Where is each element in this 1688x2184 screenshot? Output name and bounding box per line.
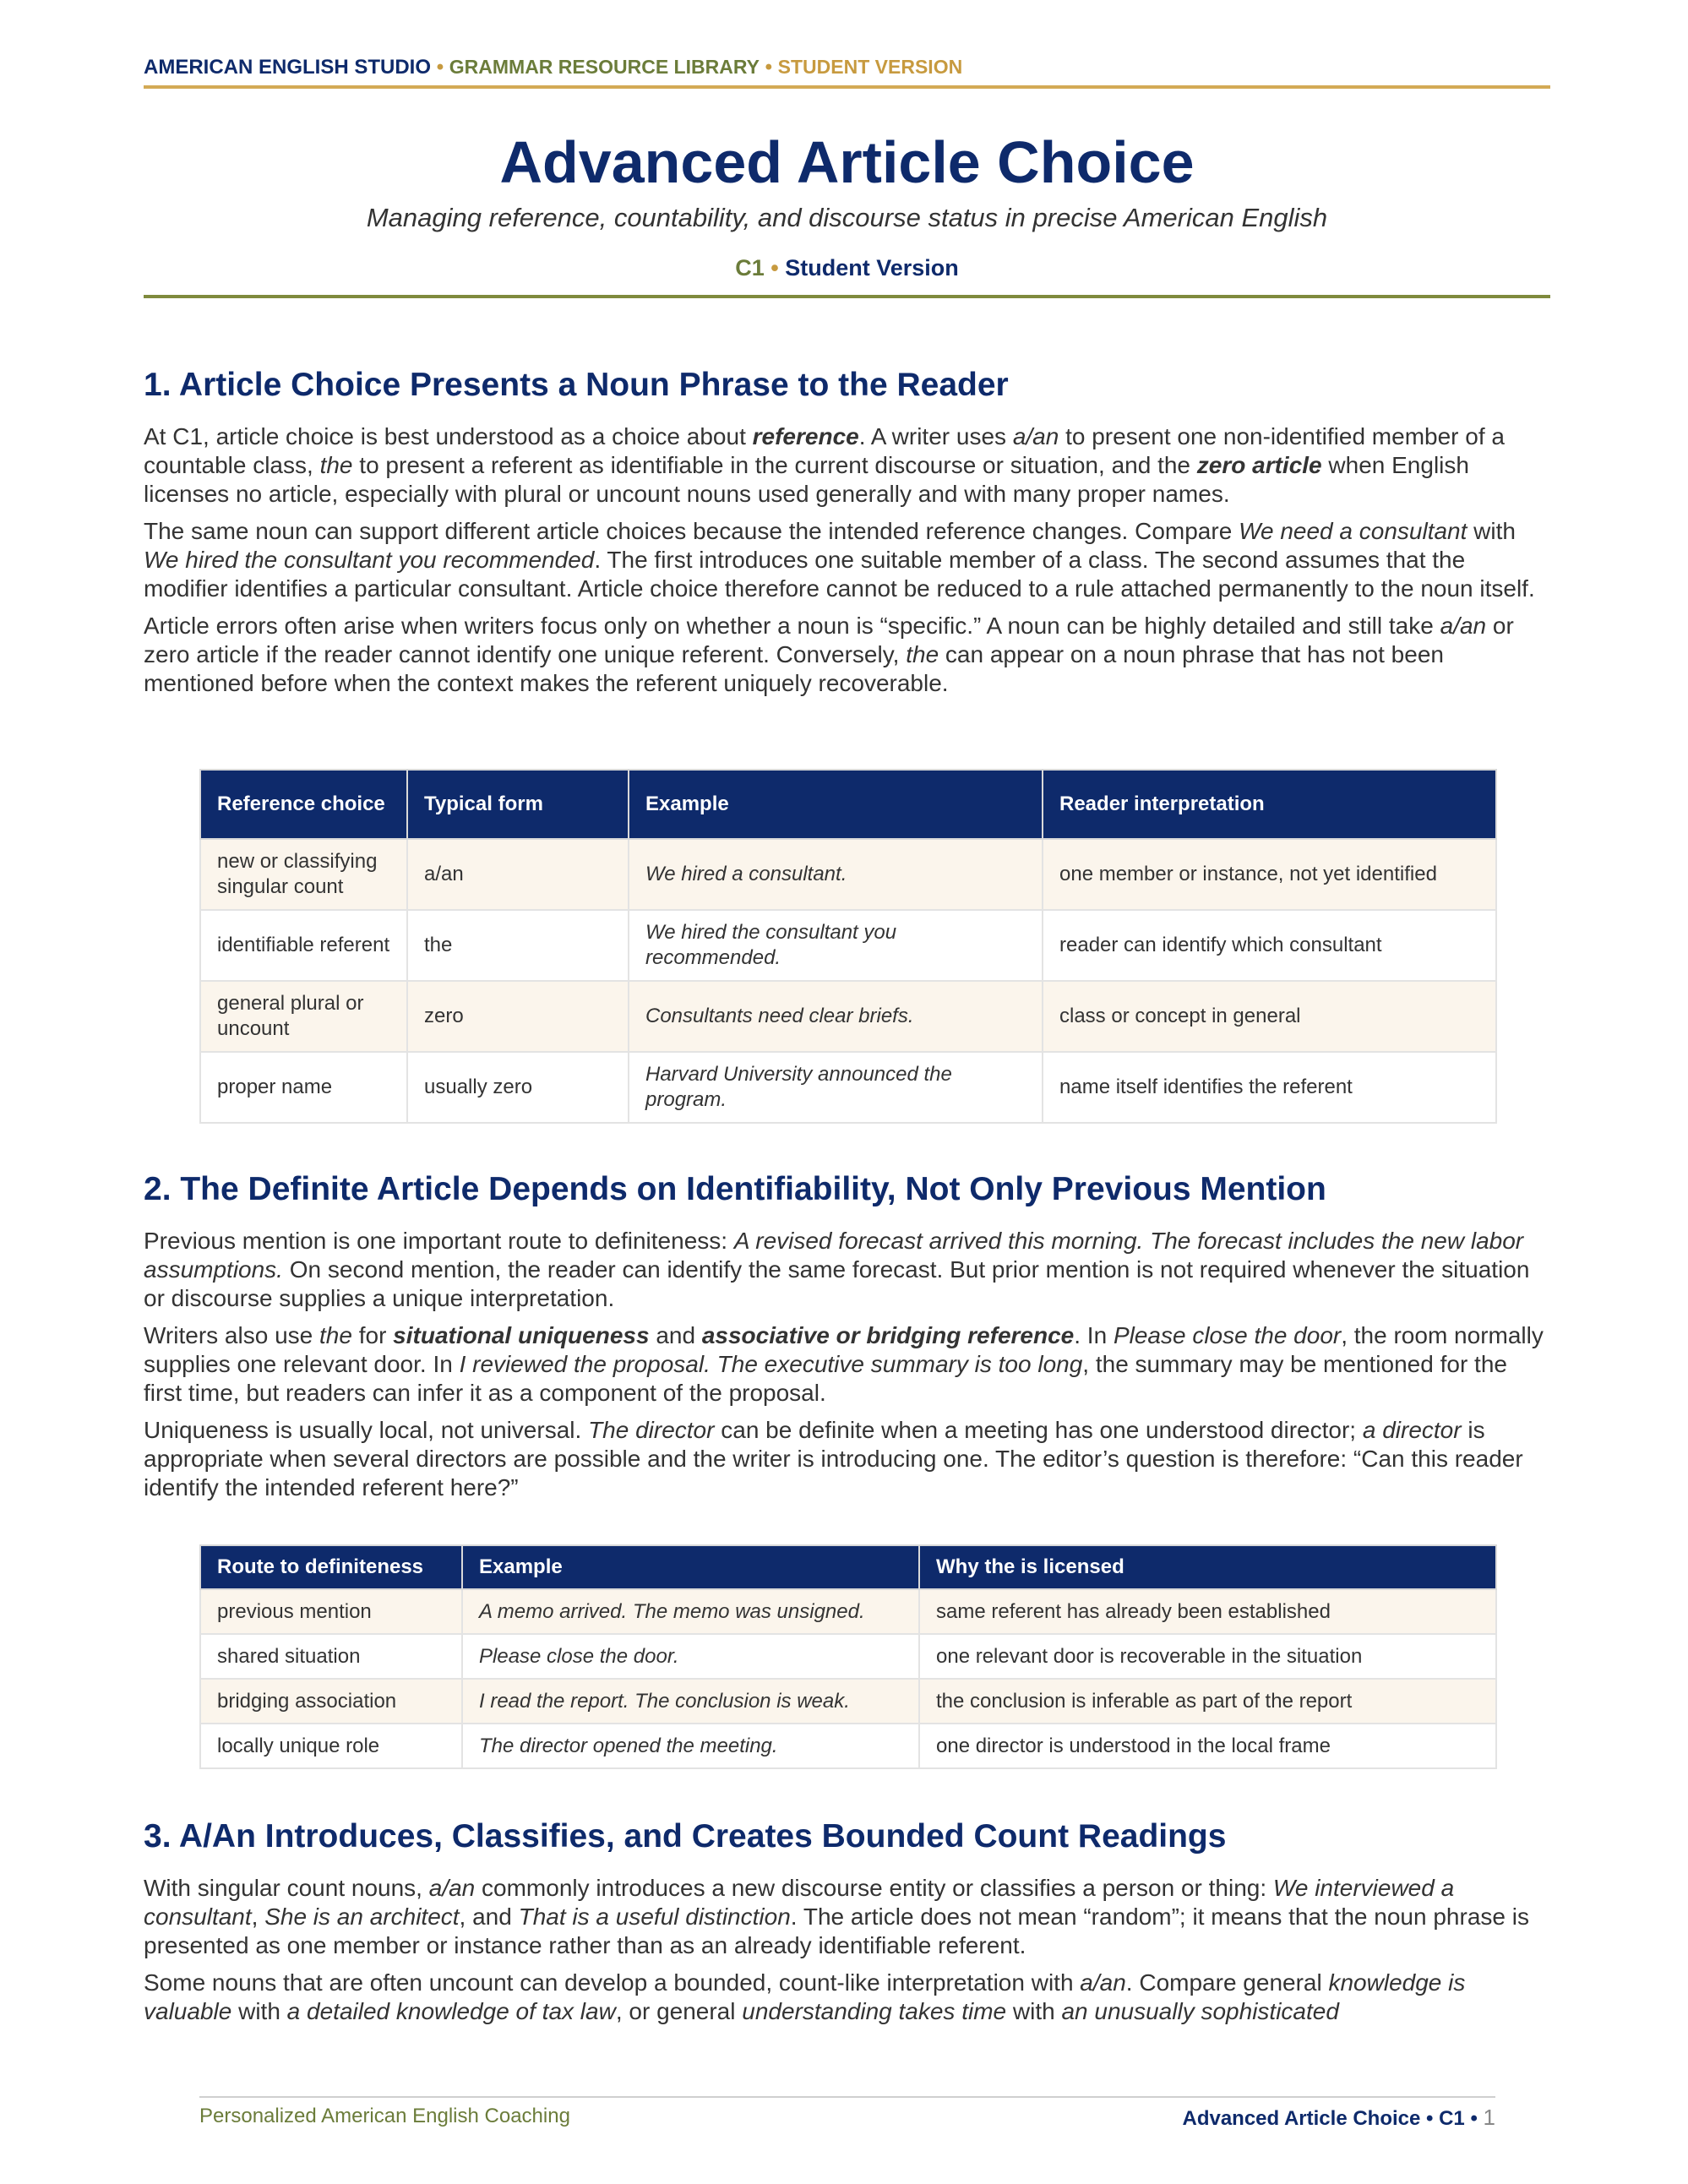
emphasis-text: an unusually sophisticated [1061,1997,1339,2024]
level-code: C1 [735,255,765,280]
text-run: and [649,1321,702,1348]
emphasis-text: a/an [1440,612,1487,639]
table-cell: identifiable referent [200,910,407,981]
emphasis-text: I reviewed the proposal. The executive summary is too long [459,1350,1083,1377]
section-body [144,1874,1550,2026]
level-separator: • [770,255,779,280]
emphasis-text: situational uniqueness [393,1321,650,1348]
table-row [200,1724,1496,1768]
table-cell: the conclusion is inferable as part of the report [919,1679,1496,1724]
text-run: Uniqueness is usually local, not universal. [144,1416,589,1443]
emphasis-text: zero article [1196,451,1322,478]
table-cell: one director is understood in the local frame [919,1724,1496,1768]
text-run: with [1006,1997,1062,2024]
footer-level: C1 [1439,2107,1465,2130]
header-separator: • [436,56,444,79]
text-run: to present a referent as identifiable in the current discourse or situation, and the [352,451,1197,478]
text-run: With singular count nouns, [144,1874,429,1901]
column-header: Why the is licensed [919,1545,1496,1589]
table-cell: proper name [200,1052,407,1123]
text-run: On second mention, the reader can identify the same forecast. But prior mention is not required whenever the situation or discourse supplies a unique interpretation. [144,1255,1530,1311]
reference-choice-table [199,769,1497,1124]
footer-rule [199,2096,1495,2098]
table-cell: bridging association [200,1679,462,1724]
column-header: Route to definiteness [200,1545,462,1589]
body-paragraph [144,1874,1550,1960]
table-cell: Harvard University announced the program. [629,1052,1043,1123]
table-cell: a/an [407,839,629,910]
table-row [200,981,1496,1052]
text-run: to present one non-identified member of a countable class, [144,422,1505,478]
column-header: Example [462,1545,919,1589]
text-run: At C1, article choice is best understood as a choice about [144,422,753,449]
text-run: , and [459,1903,519,1930]
emphasis-text: Please close the door [1113,1321,1342,1348]
emphasis-text: associative or bridging reference [701,1321,1075,1348]
footer-title: Advanced Article Choice [1182,2107,1421,2130]
document-title: Advanced Article Choice [499,129,1195,195]
table-row [200,1589,1496,1634]
page-number: 1 [1483,2105,1495,2130]
text-run: can be definite when a meeting has one understood director; [714,1416,1363,1443]
section-body [144,422,1550,698]
body-paragraph [144,1969,1550,2026]
table-cell: general plural or uncount [200,981,407,1052]
body-paragraph [144,612,1550,698]
section-1 [144,366,1550,698]
table-cell: A memo arrived. The memo was unsigned. [462,1589,919,1634]
section-2 [144,1170,1550,1502]
section-heading: 3. A/An Introduces, Classifies, and Creates Bounded Count Readings [144,1818,1227,1854]
emphasis-text: a director [1362,1416,1462,1443]
emphasis-text: That is a useful distinction [518,1903,791,1930]
definiteness-routes-table [199,1544,1497,1769]
table-cell: same referent has already been established [919,1589,1496,1634]
table-header-row [200,1545,1496,1589]
footer-left: Personalized American English Coaching [199,2105,570,2127]
body-paragraph [144,517,1550,603]
document-subtitle: Managing reference, countability, and discourse status in precise American English [366,203,1328,232]
running-header [144,56,1550,79]
emphasis-text: the [319,1321,352,1348]
section-heading: 2. The Definite Article Depends on Identifiability, Not Only Previous Mention [144,1171,1326,1207]
column-header: Reader interpretation [1043,770,1496,839]
text-run: The same noun can support different article choices because the intended reference changes. Compare [144,517,1239,544]
column-header: Example [629,770,1043,839]
emphasis-text: A revised forecast arrived this morning. The forecast includes the new labor assumptions. [144,1227,1524,1283]
text-run: is appropriate when several directors are possible and the writer is introducing one. The editor’s question is therefore: “Can this reader identify the intended referent here?” [144,1416,1523,1500]
header-brand: AMERICAN ENGLISH STUDIO [144,56,432,79]
table-cell: usually zero [407,1052,629,1123]
emphasis-text: She is an architect [264,1903,460,1930]
column-header: Typical form [407,770,629,839]
table-cell: shared situation [200,1634,462,1679]
emphasis-text: We interviewed a consultant [144,1874,1455,1930]
table-cell: We hired a consultant. [629,839,1043,910]
table-cell: locally unique role [200,1724,462,1768]
text-run: Some nouns that are often uncount can develop a bounded, count-like interpretation with [144,1969,1081,1996]
emphasis-text: reference [752,422,859,449]
column-header: Reference choice [200,770,407,839]
text-run: Previous mention is one important route to definiteness: [144,1227,734,1254]
table-cell: zero [407,981,629,1052]
emphasis-text: the [319,451,353,478]
text-run: commonly introduces a new discourse entity or classifies a person or thing: [475,1874,1273,1901]
text-run: . A writer uses [858,422,1013,449]
emphasis-text: a/an [1012,422,1059,449]
body-paragraph [144,1321,1550,1408]
text-run: . In [1074,1321,1114,1348]
table-cell: one member or instance, not yet identified [1043,839,1496,910]
footer-separator: • [1426,2107,1434,2130]
level-label: Student Version [785,255,959,280]
text-run: . The first introduces one suitable member of a class. The second assumes that the modifier identifies a particular consultant. Article choice therefore cannot be reduced to a rule attached permanently to the noun itself. [144,546,1535,602]
text-run: , the room normally supplies one relevant door. In [144,1321,1544,1377]
body-paragraph [144,1227,1550,1313]
table-cell: Consultants need clear briefs. [629,981,1043,1052]
table-cell: We hired the consultant you recommended. [629,910,1043,981]
table-row [200,910,1496,981]
emphasis-text: a/an [428,1874,476,1901]
level-line [144,255,1550,281]
section-heading: 1. Article Choice Presents a Noun Phrase to the Reader [144,367,1009,403]
table-cell: previous mention [200,1589,462,1634]
emphasis-text: a/an [1080,1969,1126,1996]
table-row [200,1679,1496,1724]
text-run: can appear on a noun phrase that has not been mentioned before when the context makes the referent uniquely recoverable. [144,640,1444,696]
table-cell: The director opened the meeting. [462,1724,919,1768]
text-run: , or general [615,1997,743,2024]
emphasis-text: understanding takes time [742,1997,1007,2024]
table-cell: one relevant door is recoverable in the situation [919,1634,1496,1679]
table-cell: reader can identify which consultant [1043,910,1496,981]
emphasis-text: We need a consultant [1239,517,1467,544]
text-run: , the summary may be mentioned for the first time, but readers can infer it as a component of the proposal. [144,1350,1507,1406]
emphasis-text: the [906,640,939,667]
text-run: . The article does not mean “random”; it means that the noun phrase is presented as one member or instance rather than as an already identifiable referent. [144,1903,1529,1958]
emphasis-text: We hired the consultant you recommended [144,546,595,573]
emphasis-text: knowledge is valuable [144,1969,1466,2024]
emphasis-text: a detailed knowledge of tax law [286,1997,616,2024]
text-run: with [1467,517,1516,544]
text-run: for [351,1321,394,1348]
table-cell: name itself identifies the referent [1043,1052,1496,1123]
header-rule [144,85,1550,89]
table-cell: the [407,910,629,981]
text-run: Article errors often arise when writers focus only on whether a noun is “specific.” A noun can be highly detailed and still take [144,612,1440,639]
text-run: . Compare general [1125,1969,1329,1996]
text-run: Writers also use [144,1321,319,1348]
text-run: or zero article if the reader cannot identify one unique referent. Conversely, [144,612,1514,667]
header-library: GRAMMAR RESOURCE LIBRARY [449,56,760,78]
title-rule [144,295,1550,298]
table-row [200,1634,1496,1679]
body-paragraph [144,1416,1550,1502]
table-cell: class or concept in general [1043,981,1496,1052]
text-run: , [251,1903,265,1930]
text-run: when English licenses no article, especially with plural or uncount nouns used generally and with many proper names. [144,451,1469,507]
section-body [144,1227,1550,1502]
text-run: with [231,1997,287,2024]
section-3 [144,1817,1550,2026]
table-cell: I read the report. The conclusion is weak. [462,1679,919,1724]
table-cell: new or classifying singular count [200,839,407,910]
table-row [200,1052,1496,1123]
table-row [200,839,1496,910]
footer-right [1073,2105,1495,2131]
table-header-row [200,770,1496,839]
body-paragraph [144,422,1550,509]
header-separator: • [765,56,772,79]
footer-separator: • [1470,2107,1478,2130]
emphasis-text: The director [588,1416,715,1443]
table-cell: Please close the door. [462,1634,919,1679]
header-version: STUDENT VERSION [777,56,963,78]
